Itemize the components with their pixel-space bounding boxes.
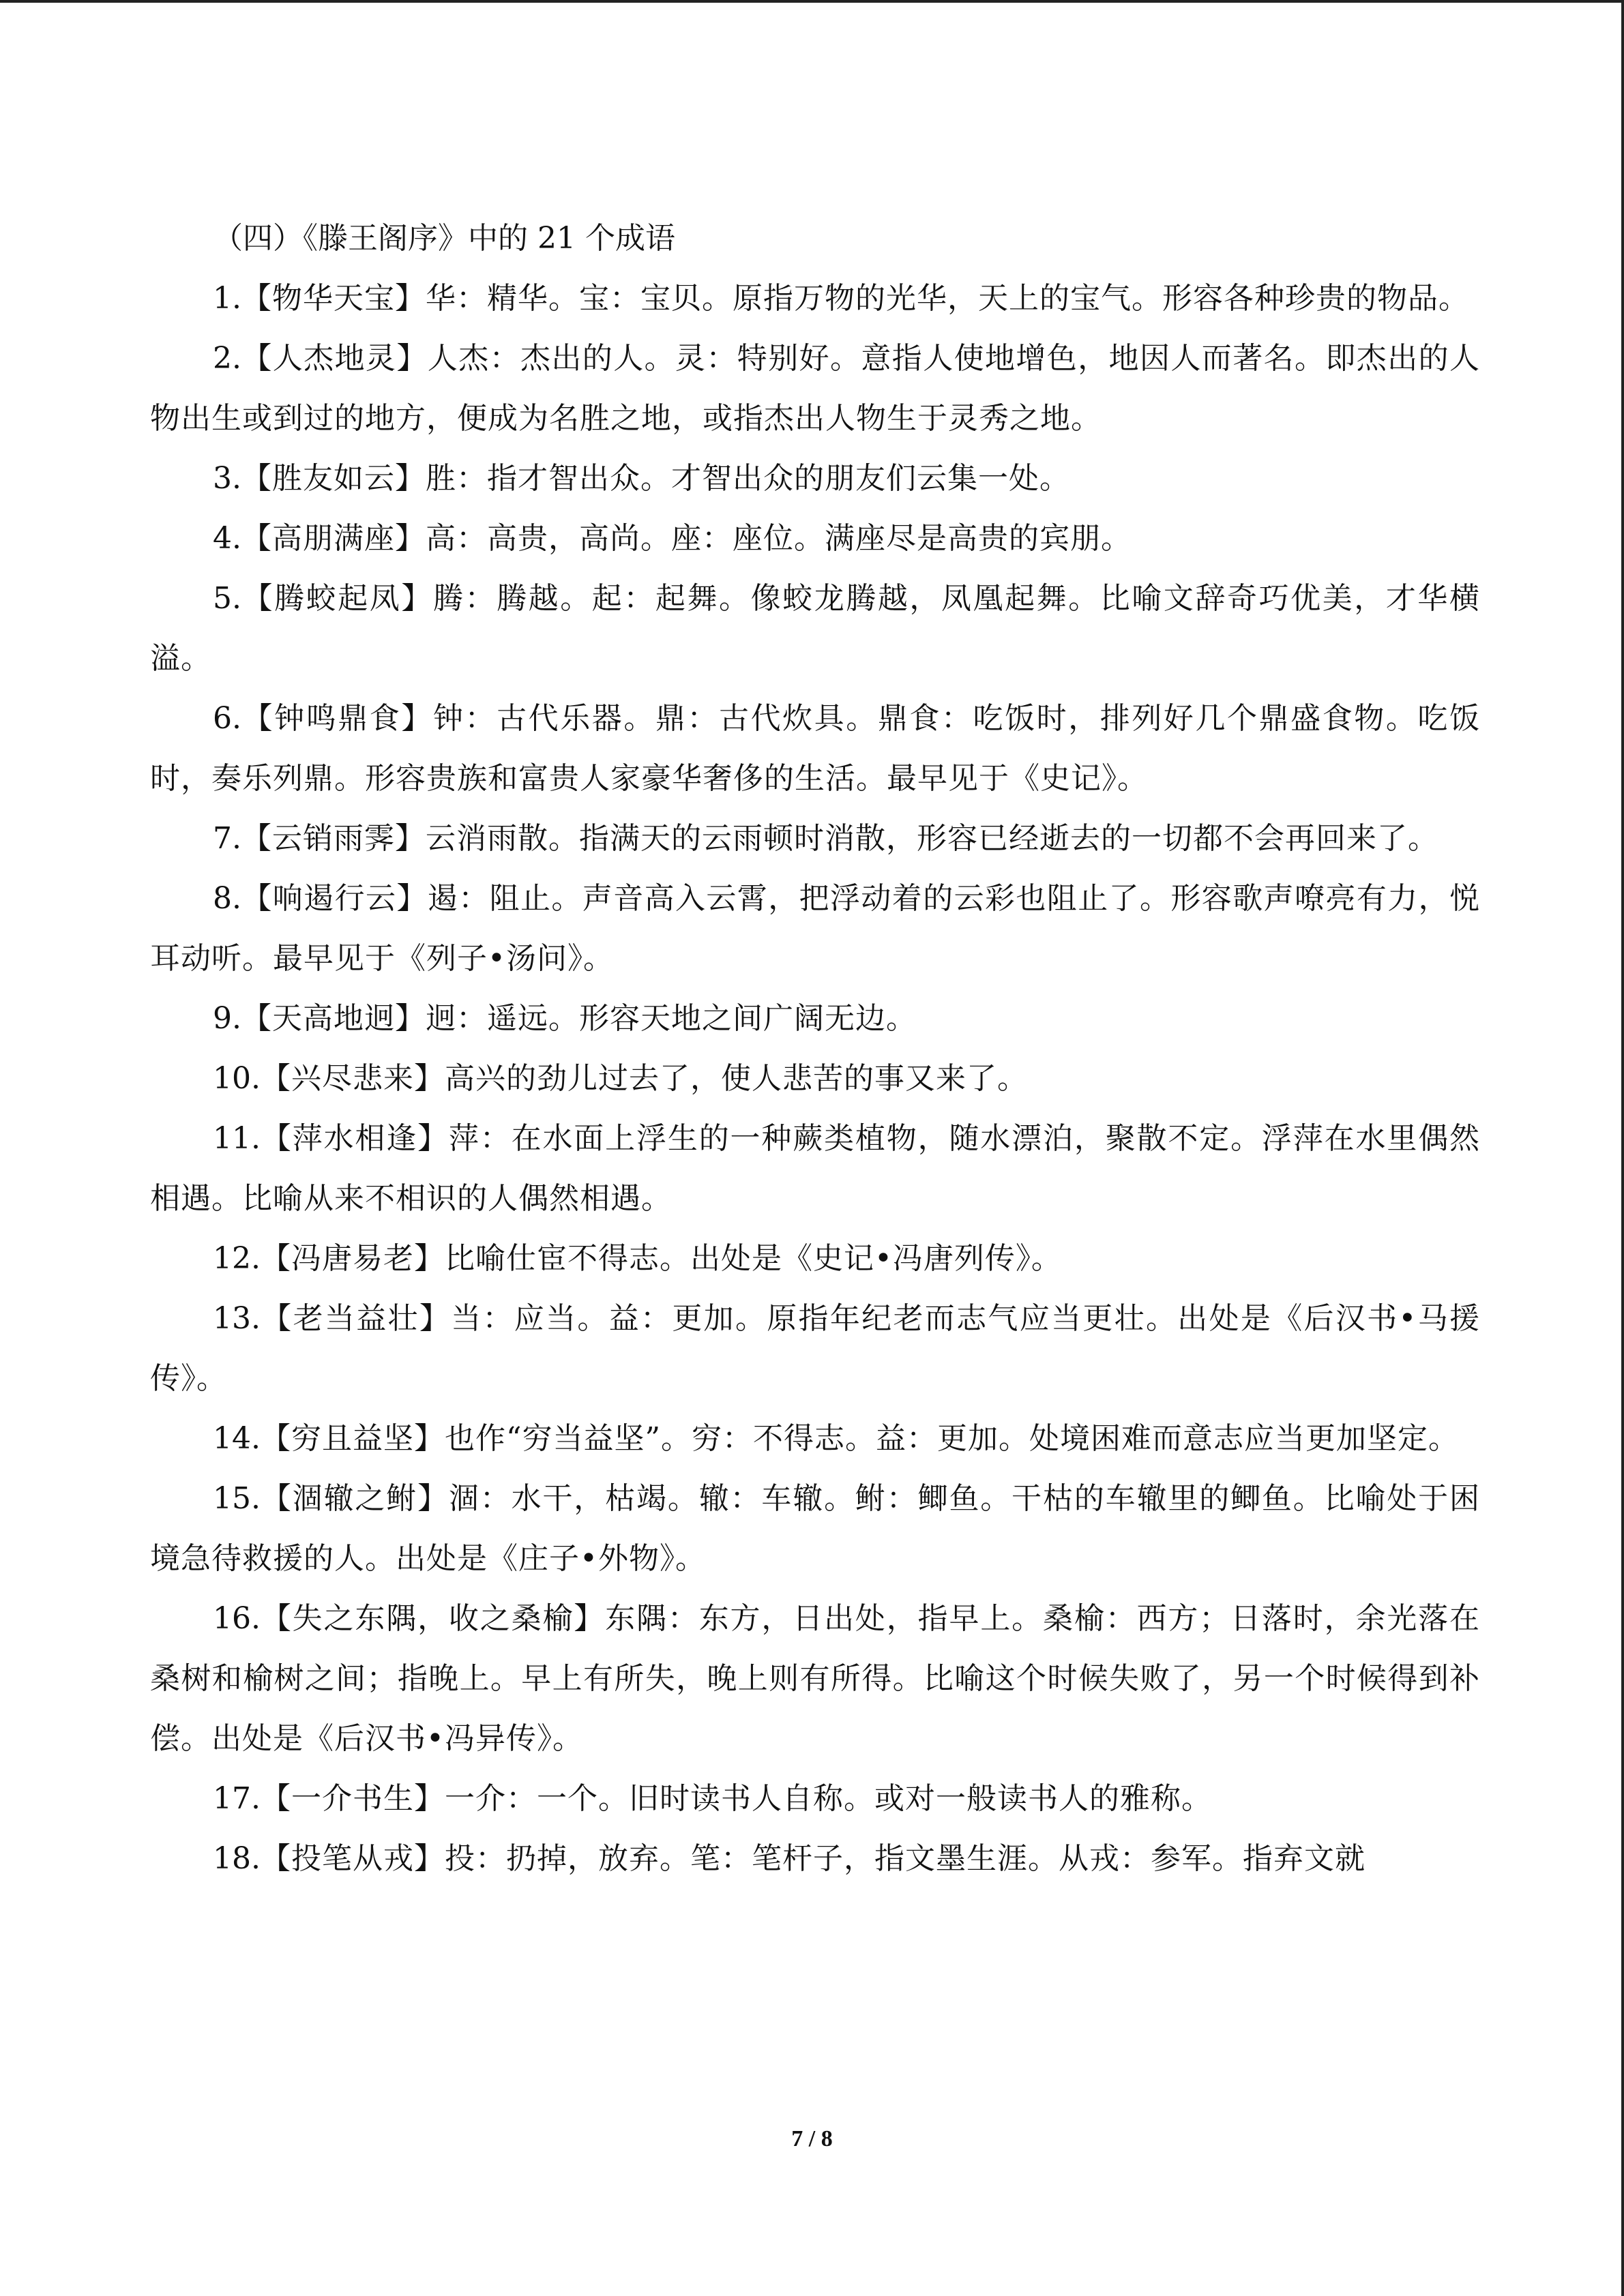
idiom-definition: 华：精华。宝：宝贝。原指万物的光华，天上的宝气。形容各种珍贵的物品。: [425, 281, 1469, 316]
idiom-entry: [150, 569, 1480, 689]
entry-number: 4.: [213, 521, 241, 556]
idiom-entry: [150, 509, 1480, 569]
section-heading: （四）《滕王阁序》中的 21 个成语: [213, 221, 675, 256]
idiom-definition: 迥：遥远。形容天地之间广阔无边。: [425, 1001, 917, 1036]
idiom-entry: [150, 869, 1480, 989]
idiom-term: 【涸辙之鲋】: [260, 1481, 449, 1516]
idiom-term: 【一介书生】: [260, 1781, 445, 1816]
idiom-term: 【天高地迥】: [241, 1001, 426, 1036]
entry-number: 9.: [213, 1001, 241, 1036]
idiom-definition: 也作“穷当益坚”。穷：不得志。益：更加。处境困难而意志应当更加坚定。: [444, 1421, 1459, 1456]
idiom-term: 【冯唐易老】: [260, 1241, 445, 1276]
idiom-entry: [150, 1289, 1480, 1409]
idiom-term: 【失之东隅，收之桑榆】: [260, 1601, 606, 1636]
idiom-term: 【响遏行云】: [241, 881, 428, 916]
idiom-entry: [150, 329, 1480, 449]
idiom-term: 【腾蛟起凤】: [241, 581, 433, 616]
idiom-entry: [150, 689, 1480, 809]
idiom-term: 【穷且益坚】: [260, 1421, 445, 1456]
entry-number: 13.: [213, 1301, 261, 1336]
idiom-definition: 高兴的劲儿过去了，使人悲苦的事又来了。: [444, 1061, 1028, 1096]
idiom-definition: 投：扔掉，放弃。笔：笔杆子，指文墨生涯。从戎：参军。指弃文就: [444, 1841, 1365, 1876]
idiom-entry: [150, 1109, 1480, 1229]
document-body: [150, 209, 1480, 1889]
idiom-term: 【胜友如云】: [241, 461, 426, 496]
idiom-entry: [150, 1409, 1480, 1469]
entry-number: 3.: [213, 461, 241, 496]
idiom-entry: [150, 989, 1480, 1049]
idiom-entry: [150, 1469, 1480, 1589]
idiom-term: 【钟鸣鼎食】: [241, 701, 433, 736]
idiom-entry: [150, 1589, 1480, 1769]
entry-number: 11.: [213, 1121, 261, 1156]
idiom-definition: 钟：古代乐器。鼎：古代炊具。鼎食：吃饭时，排列好几个鼎盛食物。吃饭时，奏乐列鼎。形容贵族和富贵人家豪华奢侈的生活。最早见于《史记》。: [150, 701, 1480, 796]
entry-number: 15.: [213, 1481, 261, 1516]
entry-number: 10.: [213, 1061, 261, 1096]
entry-number: 6.: [213, 701, 241, 736]
idiom-definition: 人杰：杰出的人。灵：特别好。意指人使地增色，地因人而著名。即杰出的人物出生或到过的地方，便成为名胜之地，或指杰出人物生于灵秀之地。: [150, 341, 1481, 436]
entry-number: 5.: [213, 581, 241, 616]
idiom-definition: 遏：阻止。声音高入云霄，把浮动着的云彩也阻止了。形容歌声嘹亮有力，悦耳动听。最早见于《列子•汤问》。: [150, 881, 1481, 976]
idiom-list: [150, 269, 1480, 1889]
entry-number: 2.: [213, 341, 241, 376]
entry-number: 1.: [213, 281, 241, 316]
idiom-definition: 东隅：东方，日出处，指早上。桑榆：西方；日落时，余光落在桑树和榆树之间；指晚上。早上有所失，晚上则有所得。比喻这个时候失败了，另一个时候得到补偿。出处是《后汉书•冯异传》。: [150, 1601, 1481, 1756]
page-border-right: [1621, 0, 1624, 2296]
idiom-definition: 一介：一个。旧时读书人自称。或对一般读书人的雅称。: [444, 1781, 1212, 1816]
entry-number: 16.: [213, 1601, 261, 1636]
idiom-definition: 高：高贵，高尚。座：座位。满座尽是高贵的宾朋。: [425, 521, 1132, 556]
idiom-term: 【投笔从戎】: [260, 1841, 445, 1876]
entry-number: 7.: [213, 821, 241, 856]
page-border-top: [0, 0, 1624, 3]
entry-number: 12.: [213, 1241, 261, 1276]
idiom-definition: 当：应当。益：更加。原指年纪老而志气应当更壮。出处是《后汉书•马援传》。: [150, 1301, 1481, 1396]
idiom-definition: 胜：指才智出众。才智出众的朋友们云集一处。: [425, 461, 1070, 496]
idiom-definition: 萍：在水面上浮生的一种蕨类植物，随水漂泊，聚散不定。浮萍在水里偶然相遇。比喻从来不相识的人偶然相遇。: [150, 1121, 1481, 1216]
idiom-entry: [150, 269, 1480, 329]
idiom-entry: [150, 1049, 1480, 1109]
idiom-entry: [150, 809, 1480, 869]
idiom-definition: 腾：腾越。起：起舞。像蛟龙腾越，凤凰起舞。比喻文辞奇巧优美，才华横溢。: [150, 581, 1480, 676]
entry-number: 18.: [213, 1841, 261, 1876]
idiom-term: 【老当益壮】: [260, 1301, 452, 1336]
idiom-term: 【兴尽悲来】: [260, 1061, 445, 1096]
idiom-term: 【云销雨霁】: [241, 821, 426, 856]
idiom-term: 【物华天宝】: [241, 281, 426, 316]
idiom-definition: 云消雨散。指满天的云雨顿时消散，形容已经逝去的一切都不会再回来了。: [425, 821, 1438, 856]
idiom-definition: 涸：水干，枯竭。辙：车辙。鲋：鲫鱼。干枯的车辙里的鲫鱼。比喻处于困境急待救援的人。出处是《庄子•外物》。: [150, 1481, 1481, 1576]
idiom-term: 【高朋满座】: [241, 521, 426, 556]
idiom-entry: [150, 1769, 1480, 1829]
idiom-term: 【萍水相逢】: [260, 1121, 449, 1156]
idiom-entry: [150, 449, 1480, 509]
idiom-entry: [150, 1829, 1480, 1889]
idiom-entry: [150, 1229, 1480, 1289]
idiom-term: 【人杰地灵】: [241, 341, 428, 376]
page-number: 7 / 8: [791, 2126, 833, 2151]
entry-number: 8.: [213, 881, 241, 916]
idiom-definition: 比喻仕宦不得志。出处是《史记•冯唐列传》。: [444, 1241, 1062, 1276]
entry-number: 17.: [213, 1781, 261, 1816]
entry-number: 14.: [213, 1421, 261, 1456]
